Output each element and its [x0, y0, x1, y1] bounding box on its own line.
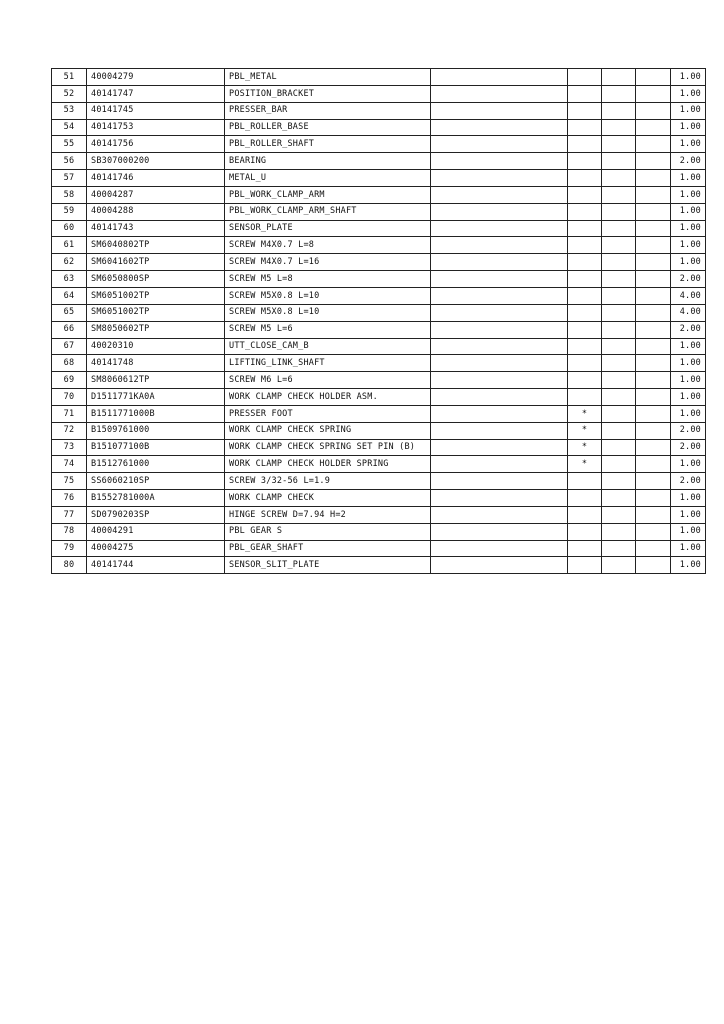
marker-cell [568, 119, 602, 136]
marker-cell [568, 85, 602, 102]
part-number-cell: 40141753 [87, 119, 225, 136]
marker-cell [568, 220, 602, 237]
item-number-cell: 60 [52, 220, 87, 237]
blank-cell [602, 237, 636, 254]
description-cell: PRESSER FOOT [225, 405, 431, 422]
marker-cell [568, 355, 602, 372]
table-row [52, 186, 706, 203]
blank-cell [602, 170, 636, 187]
quantity-cell: 1.00 [671, 355, 706, 372]
description-cell: WORK CLAMP CHECK SPRING SET PIN (B) [225, 439, 431, 456]
blank-cell [602, 271, 636, 288]
description-cell: PBL_METAL [225, 69, 431, 86]
description-cell: SCREW M4X0.7 L=16 [225, 254, 431, 271]
quantity-cell: 1.00 [671, 490, 706, 507]
blank-cell [636, 405, 671, 422]
description-cell: SENSOR_SLIT_PLATE [225, 557, 431, 574]
blank-cell [602, 422, 636, 439]
table-row [52, 372, 706, 389]
blank-cell [602, 490, 636, 507]
blank-cell [431, 153, 568, 170]
part-number-cell: B1509761000 [87, 422, 225, 439]
marker-cell [568, 321, 602, 338]
blank-cell [636, 119, 671, 136]
part-number-cell: SM6051002TP [87, 304, 225, 321]
blank-cell [602, 220, 636, 237]
blank-cell [602, 355, 636, 372]
part-number-cell: B151077100B [87, 439, 225, 456]
part-number-cell: D1511771KA0A [87, 389, 225, 406]
item-number-cell: 67 [52, 338, 87, 355]
item-number-cell: 57 [52, 170, 87, 187]
blank-cell [602, 389, 636, 406]
blank-cell [431, 506, 568, 523]
blank-cell [602, 321, 636, 338]
blank-cell [602, 287, 636, 304]
item-number-cell: 56 [52, 153, 87, 170]
blank-cell [431, 119, 568, 136]
marker-cell [568, 254, 602, 271]
parts-table-body [52, 69, 706, 574]
part-number-cell: 40004275 [87, 540, 225, 557]
part-number-cell: SD0790203SP [87, 506, 225, 523]
blank-cell [602, 540, 636, 557]
blank-cell [431, 287, 568, 304]
table-row [52, 136, 706, 153]
part-number-cell: SM8060612TP [87, 372, 225, 389]
quantity-cell: 1.00 [671, 119, 706, 136]
table-row [52, 490, 706, 507]
marker-cell [568, 372, 602, 389]
quantity-cell: 2.00 [671, 439, 706, 456]
quantity-cell: 1.00 [671, 69, 706, 86]
description-cell: WORK CLAMP CHECK HOLDER SPRING [225, 456, 431, 473]
blank-cell [431, 372, 568, 389]
blank-cell [431, 102, 568, 119]
quantity-cell: 1.00 [671, 389, 706, 406]
item-number-cell: 66 [52, 321, 87, 338]
blank-cell [602, 405, 636, 422]
marker-cell [568, 473, 602, 490]
description-cell: POSITION_BRACKET [225, 85, 431, 102]
part-number-cell: SM6041602TP [87, 254, 225, 271]
table-row [52, 506, 706, 523]
parts-list-sheet [51, 68, 701, 574]
table-row [52, 119, 706, 136]
marker-cell [568, 304, 602, 321]
blank-cell [602, 304, 636, 321]
item-number-cell: 53 [52, 102, 87, 119]
quantity-cell: 1.00 [671, 237, 706, 254]
table-row [52, 405, 706, 422]
blank-cell [431, 136, 568, 153]
blank-cell [636, 287, 671, 304]
blank-cell [431, 69, 568, 86]
quantity-cell: 1.00 [671, 506, 706, 523]
blank-cell [636, 220, 671, 237]
table-row [52, 473, 706, 490]
description-cell: SCREW M5 L=6 [225, 321, 431, 338]
marker-cell [568, 287, 602, 304]
item-number-cell: 52 [52, 85, 87, 102]
table-row [52, 287, 706, 304]
blank-cell [602, 372, 636, 389]
blank-cell [431, 355, 568, 372]
table-row [52, 557, 706, 574]
blank-cell [431, 456, 568, 473]
blank-cell [431, 203, 568, 220]
part-number-cell: 40141748 [87, 355, 225, 372]
blank-cell [636, 304, 671, 321]
blank-cell [636, 540, 671, 557]
part-number-cell: SM6051002TP [87, 287, 225, 304]
item-number-cell: 54 [52, 119, 87, 136]
description-cell: SCREW M5X0.8 L=10 [225, 304, 431, 321]
description-cell: METAL_U [225, 170, 431, 187]
table-row [52, 85, 706, 102]
quantity-cell: 1.00 [671, 254, 706, 271]
blank-cell [636, 372, 671, 389]
marker-cell [568, 153, 602, 170]
blank-cell [431, 186, 568, 203]
description-cell: SCREW M5X0.8 L=10 [225, 287, 431, 304]
blank-cell [636, 271, 671, 288]
blank-cell [431, 85, 568, 102]
table-row [52, 271, 706, 288]
description-cell: BEARING [225, 153, 431, 170]
quantity-cell: 1.00 [671, 372, 706, 389]
description-cell: LIFTING_LINK_SHAFT [225, 355, 431, 372]
item-number-cell: 71 [52, 405, 87, 422]
blank-cell [636, 203, 671, 220]
parts-table [51, 68, 706, 574]
blank-cell [431, 473, 568, 490]
marker-cell [568, 490, 602, 507]
description-cell: SCREW M6 L=6 [225, 372, 431, 389]
table-row [52, 220, 706, 237]
item-number-cell: 72 [52, 422, 87, 439]
blank-cell [602, 338, 636, 355]
part-number-cell: B1511771000B [87, 405, 225, 422]
quantity-cell: 1.00 [671, 220, 706, 237]
quantity-cell: 1.00 [671, 170, 706, 187]
table-row [52, 321, 706, 338]
marker-cell [568, 557, 602, 574]
marker-cell [568, 186, 602, 203]
table-row [52, 523, 706, 540]
blank-cell [636, 439, 671, 456]
description-cell: SCREW M4X0.7 L=8 [225, 237, 431, 254]
quantity-cell: 1.00 [671, 102, 706, 119]
quantity-cell: 2.00 [671, 321, 706, 338]
table-row [52, 304, 706, 321]
part-number-cell: SM8050602TP [87, 321, 225, 338]
table-row [52, 540, 706, 557]
blank-cell [431, 490, 568, 507]
description-cell: WORK CLAMP CHECK SPRING [225, 422, 431, 439]
description-cell: SCREW M5 L=8 [225, 271, 431, 288]
quantity-cell: 1.00 [671, 136, 706, 153]
item-number-cell: 55 [52, 136, 87, 153]
quantity-cell: 1.00 [671, 523, 706, 540]
part-number-cell: 40141747 [87, 85, 225, 102]
blank-cell [602, 557, 636, 574]
blank-cell [636, 170, 671, 187]
blank-cell [636, 338, 671, 355]
description-cell: HINGE SCREW D=7.94 H=2 [225, 506, 431, 523]
blank-cell [636, 102, 671, 119]
blank-cell [431, 254, 568, 271]
quantity-cell: 4.00 [671, 287, 706, 304]
marker-cell [568, 389, 602, 406]
item-number-cell: 80 [52, 557, 87, 574]
quantity-cell: 2.00 [671, 422, 706, 439]
item-number-cell: 73 [52, 439, 87, 456]
blank-cell [602, 523, 636, 540]
item-number-cell: 58 [52, 186, 87, 203]
blank-cell [602, 186, 636, 203]
table-row [52, 153, 706, 170]
marker-cell: * [568, 456, 602, 473]
blank-cell [636, 557, 671, 574]
item-number-cell: 77 [52, 506, 87, 523]
part-number-cell: 40141745 [87, 102, 225, 119]
item-number-cell: 59 [52, 203, 87, 220]
marker-cell [568, 237, 602, 254]
blank-cell [636, 355, 671, 372]
blank-cell [431, 321, 568, 338]
marker-cell [568, 102, 602, 119]
blank-cell [602, 136, 636, 153]
part-number-cell: 40004279 [87, 69, 225, 86]
blank-cell [602, 439, 636, 456]
marker-cell [568, 69, 602, 86]
description-cell: UTT_CLOSE_CAM_B [225, 338, 431, 355]
blank-cell [636, 473, 671, 490]
marker-cell [568, 523, 602, 540]
blank-cell [602, 473, 636, 490]
blank-cell [431, 540, 568, 557]
table-row [52, 237, 706, 254]
marker-cell: * [568, 405, 602, 422]
table-row [52, 422, 706, 439]
table-row [52, 355, 706, 372]
blank-cell [431, 389, 568, 406]
table-row [52, 389, 706, 406]
part-number-cell: 40141756 [87, 136, 225, 153]
blank-cell [636, 85, 671, 102]
table-row [52, 254, 706, 271]
blank-cell [602, 119, 636, 136]
item-number-cell: 65 [52, 304, 87, 321]
item-number-cell: 70 [52, 389, 87, 406]
item-number-cell: 61 [52, 237, 87, 254]
blank-cell [431, 271, 568, 288]
part-number-cell: B1512761000 [87, 456, 225, 473]
quantity-cell: 1.00 [671, 405, 706, 422]
marker-cell [568, 136, 602, 153]
description-cell: PBL_GEAR_SHAFT [225, 540, 431, 557]
quantity-cell: 1.00 [671, 338, 706, 355]
part-number-cell: 40004288 [87, 203, 225, 220]
item-number-cell: 62 [52, 254, 87, 271]
blank-cell [431, 170, 568, 187]
quantity-cell: 1.00 [671, 456, 706, 473]
blank-cell [431, 237, 568, 254]
blank-cell [636, 422, 671, 439]
part-number-cell: 40004287 [87, 186, 225, 203]
part-number-cell: SM6040802TP [87, 237, 225, 254]
part-number-cell: 40004291 [87, 523, 225, 540]
marker-cell [568, 506, 602, 523]
blank-cell [636, 237, 671, 254]
blank-cell [636, 186, 671, 203]
blank-cell [602, 153, 636, 170]
blank-cell [602, 456, 636, 473]
item-number-cell: 51 [52, 69, 87, 86]
item-number-cell: 64 [52, 287, 87, 304]
blank-cell [636, 523, 671, 540]
blank-cell [636, 490, 671, 507]
marker-cell [568, 203, 602, 220]
blank-cell [636, 389, 671, 406]
item-number-cell: 63 [52, 271, 87, 288]
description-cell: SCREW 3/32-56 L=1.9 [225, 473, 431, 490]
blank-cell [602, 506, 636, 523]
marker-cell [568, 540, 602, 557]
description-cell: WORK CLAMP CHECK HOLDER ASM. [225, 389, 431, 406]
part-number-cell: 40141743 [87, 220, 225, 237]
blank-cell [636, 254, 671, 271]
quantity-cell: 2.00 [671, 473, 706, 490]
item-number-cell: 75 [52, 473, 87, 490]
item-number-cell: 69 [52, 372, 87, 389]
marker-cell: * [568, 439, 602, 456]
table-row [52, 69, 706, 86]
quantity-cell: 2.00 [671, 271, 706, 288]
description-cell: PBL_ROLLER_BASE [225, 119, 431, 136]
blank-cell [431, 220, 568, 237]
quantity-cell: 1.00 [671, 203, 706, 220]
quantity-cell: 1.00 [671, 557, 706, 574]
blank-cell [602, 203, 636, 220]
part-number-cell: SB307000200 [87, 153, 225, 170]
blank-cell [636, 456, 671, 473]
blank-cell [431, 304, 568, 321]
description-cell: PBL_ROLLER_SHAFT [225, 136, 431, 153]
part-number-cell: B1552781000A [87, 490, 225, 507]
blank-cell [636, 153, 671, 170]
blank-cell [636, 506, 671, 523]
part-number-cell: 40141746 [87, 170, 225, 187]
blank-cell [431, 405, 568, 422]
table-row [52, 170, 706, 187]
part-number-cell: 40141744 [87, 557, 225, 574]
description-cell: PBL_WORK_CLAMP_ARM [225, 186, 431, 203]
marker-cell: * [568, 422, 602, 439]
item-number-cell: 78 [52, 523, 87, 540]
table-row [52, 439, 706, 456]
table-row [52, 456, 706, 473]
marker-cell [568, 338, 602, 355]
quantity-cell: 4.00 [671, 304, 706, 321]
blank-cell [431, 338, 568, 355]
table-row [52, 102, 706, 119]
blank-cell [431, 422, 568, 439]
description-cell: WORK CLAMP CHECK [225, 490, 431, 507]
blank-cell [602, 69, 636, 86]
marker-cell [568, 271, 602, 288]
part-number-cell: 40020310 [87, 338, 225, 355]
description-cell: PRESSER_BAR [225, 102, 431, 119]
blank-cell [636, 69, 671, 86]
blank-cell [602, 85, 636, 102]
blank-cell [431, 557, 568, 574]
quantity-cell: 1.00 [671, 186, 706, 203]
blank-cell [602, 102, 636, 119]
blank-cell [431, 523, 568, 540]
description-cell: SENSOR_PLATE [225, 220, 431, 237]
description-cell: PBL_WORK_CLAMP_ARM_SHAFT [225, 203, 431, 220]
blank-cell [636, 136, 671, 153]
table-row [52, 203, 706, 220]
item-number-cell: 74 [52, 456, 87, 473]
table-row [52, 338, 706, 355]
quantity-cell: 1.00 [671, 85, 706, 102]
blank-cell [636, 321, 671, 338]
item-number-cell: 68 [52, 355, 87, 372]
marker-cell [568, 170, 602, 187]
item-number-cell: 76 [52, 490, 87, 507]
part-number-cell: SS6060210SP [87, 473, 225, 490]
blank-cell [431, 439, 568, 456]
blank-cell [602, 254, 636, 271]
quantity-cell: 2.00 [671, 153, 706, 170]
description-cell: PBL GEAR S [225, 523, 431, 540]
item-number-cell: 79 [52, 540, 87, 557]
quantity-cell: 1.00 [671, 540, 706, 557]
part-number-cell: SM6050800SP [87, 271, 225, 288]
